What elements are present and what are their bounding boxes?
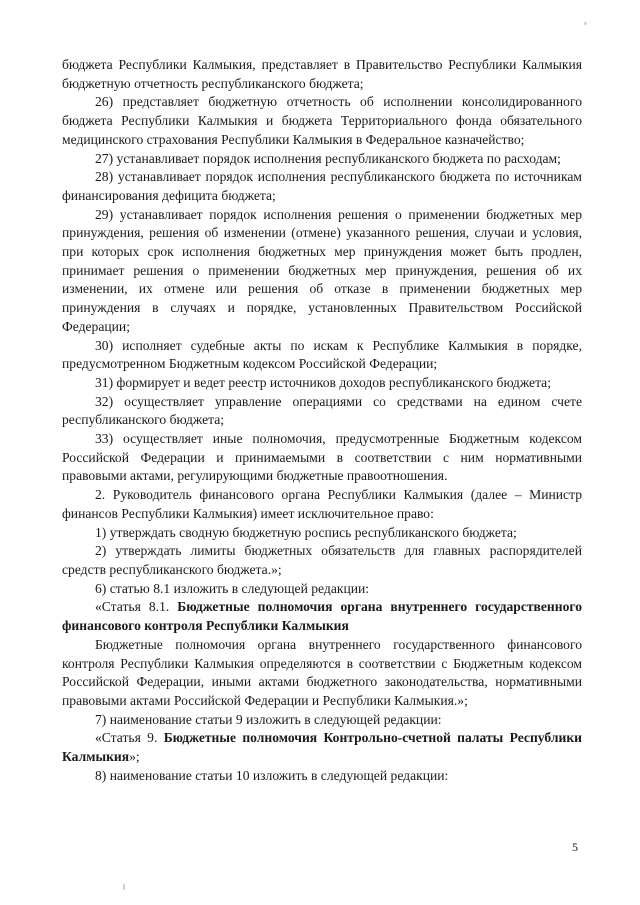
paragraph-article-8-1-body: Бюджетные полномочия органа внутреннего государственного финансового контроля Республики Калмыкия определяются в соответствии с Бюджетным кодексом Российской Федерации, иными актами бюджетного законодательства, нормативными правовыми актами Российской Федерации и Республики Калмыкия.»; bbox=[62, 636, 582, 708]
paragraph-item-29: 29) устанавливает порядок исполнения решения о применении бюджетных мер принуждения, решения об изменении (отмене) указанного решения, случаи и условия, при которых срок исполнения бюджетных мер принуждения может быть продлен, принимает решения о применении бюджетных мер принуждения, решения об их изменении, их отмене или решения об отказе в применении бюджетных мер принуждения в случаях и порядке, установленных Правительством Российской Федерации; bbox=[62, 206, 582, 334]
paragraph-item-32: 32) осуществляет управление операциями со средствами на едином счете республиканского бюджета; bbox=[62, 393, 582, 428]
page-number: 5 bbox=[572, 840, 578, 854]
paragraph-item-27: 27) устанавливает порядок исполнения республиканского бюджета по расходам; bbox=[95, 150, 561, 166]
scan-artifact bbox=[584, 22, 587, 25]
paragraph-part-2-item-1: 1) утверждать сводную бюджетную роспись республиканского бюджета; bbox=[95, 524, 517, 540]
paragraph-item-28: 28) устанавливает порядок исполнения республиканского бюджета по источникам финансирования дефицита бюджета; bbox=[62, 169, 582, 203]
article-8-1-prefix: «Статья 8.1. bbox=[95, 599, 178, 615]
article-9-title: Бюджетные полномочия Контрольно-счетной палаты Республики Калмыкия bbox=[62, 730, 582, 765]
paragraph-amendment-8: 8) наименование статьи 10 изложить в следующей редакции: bbox=[95, 767, 449, 783]
paragraph-amendment-6: 6) статью 8.1 изложить в следующей редакции: bbox=[95, 580, 370, 596]
article-8-1-heading bbox=[62, 598, 582, 635]
paragraph-amendment-7: 7) наименование статьи 9 изложить в следующей редакции: bbox=[95, 711, 442, 727]
paragraph-part-2: 2. Руководитель финансового органа Республики Калмыкия (далее – Министр финансов Республики Калмыкия) имеет исключительное право: bbox=[62, 487, 582, 521]
article-8-1-title: Бюджетные полномочия органа внутреннего государственного финансового контроля Республики Калмыкия bbox=[62, 599, 583, 634]
paragraph-item-26: 26) представляет бюджетную отчетность об исполнении консолидированного бюджета Республики Калмыкия и бюджета Территориального фонда обязательного медицинского страхования Республики Калмыкия в Федеральное казначейство; bbox=[62, 94, 582, 147]
paragraph-item-31: 31) формирует и ведет реестр источников доходов республиканского бюджета; bbox=[95, 374, 551, 390]
scan-artifact bbox=[123, 884, 125, 890]
article-9-heading bbox=[62, 729, 582, 766]
document-body bbox=[62, 56, 582, 785]
article-9-suffix: »; bbox=[129, 749, 140, 765]
paragraph-item-33: 33) осуществляет иные полномочия, предусмотренные Бюджетным кодексом Российской Федерации и принимаемыми в соответствии с ним нормативными правовыми актами, регулирующими бюджетные правоотношения. bbox=[62, 431, 582, 484]
article-9-prefix: «Статья 9. bbox=[95, 730, 164, 746]
paragraph-item-30: 30) исполняет судебные акты по искам к Республике Калмыкия в порядке, предусмотренном Бюджетным кодексом Российской Федерации; bbox=[62, 337, 582, 372]
paragraph-continuation: бюджета Республики Калмыкия, представляет в Правительство Республики Калмыкия бюджетную отчетность республиканского бюджета; bbox=[62, 57, 582, 91]
paragraph-part-2-item-2: 2) утверждать лимиты бюджетных обязательств для главных распорядителей средств республиканского бюджета.»; bbox=[62, 543, 582, 577]
